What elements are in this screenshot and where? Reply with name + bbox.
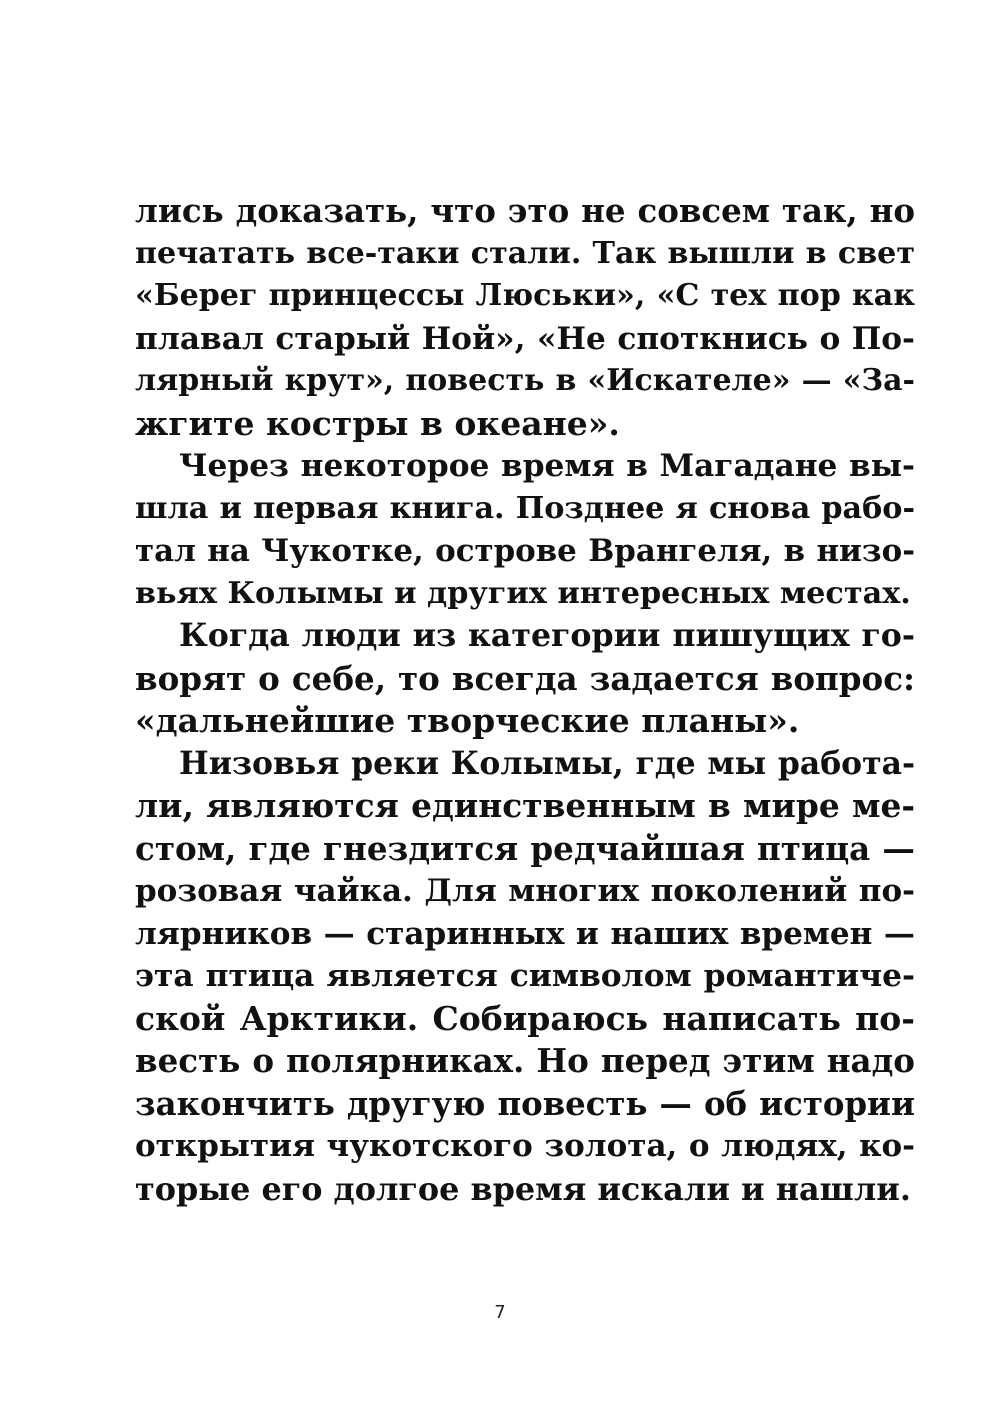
paragraph-2 [135,445,915,615]
text-line: закончить другую повесть — об истории [135,1084,915,1123]
text-line: вьях Колымы и других интересных местах. [135,575,911,611]
text-line: весть о полярниках. Но перед этим надо [135,1041,915,1080]
page-number: 7 [494,1302,506,1323]
paragraph-4 [135,743,915,1211]
body-text [135,190,915,1210]
text-line: жгите костры в океане». [135,403,620,443]
text-line: ли, являются единственным в мире ме- [135,786,915,825]
text-line: плавал старый Ной», «Не споткнись о По- [135,320,915,357]
text-line: лярный крут», повесть в «Искателе» — «За- [135,363,915,398]
text-line: розовая чайка. Для многих поколений по- [135,873,915,909]
text-line: Через некоторое время в Магадане вы- [179,448,915,484]
paragraph-3 [135,615,915,743]
text-line: «дальнейшие творческие планы». [135,701,800,740]
text-line: лярников — старинных и наших времен — [135,915,915,952]
text-line: Низовья реки Колымы, где мы работа- [179,744,915,782]
text-line: шла и первая книга. Позднее я снова рабо- [135,490,915,526]
text-line: эта птица является символом романтиче- [135,958,915,994]
text-line: «Берег принцессы Люськи», «С тех пор как [135,278,915,313]
text-line: ворят о себе, то всегда задается вопрос: [135,658,915,698]
text-line: тал на Чукотке, острове Врангеля, в низо- [135,533,915,569]
text-line: стом, где гнездится редчайшая птица — [135,828,915,868]
paragraph-1 [135,190,915,445]
text-line: ской Арктики. Собираюсь написать по- [135,998,915,1038]
text-line: лись доказать, что это не совсем так, но [135,192,915,230]
text-line: Когда люди из категории пишущих го- [179,617,915,654]
text-line: печатать все-таки стали. Так вышли в свет [135,235,915,271]
text-line: открытия чукотского золота, о людях, ко- [135,1128,915,1164]
text-line: торые его долгое время искали и нашли. [135,1169,911,1208]
